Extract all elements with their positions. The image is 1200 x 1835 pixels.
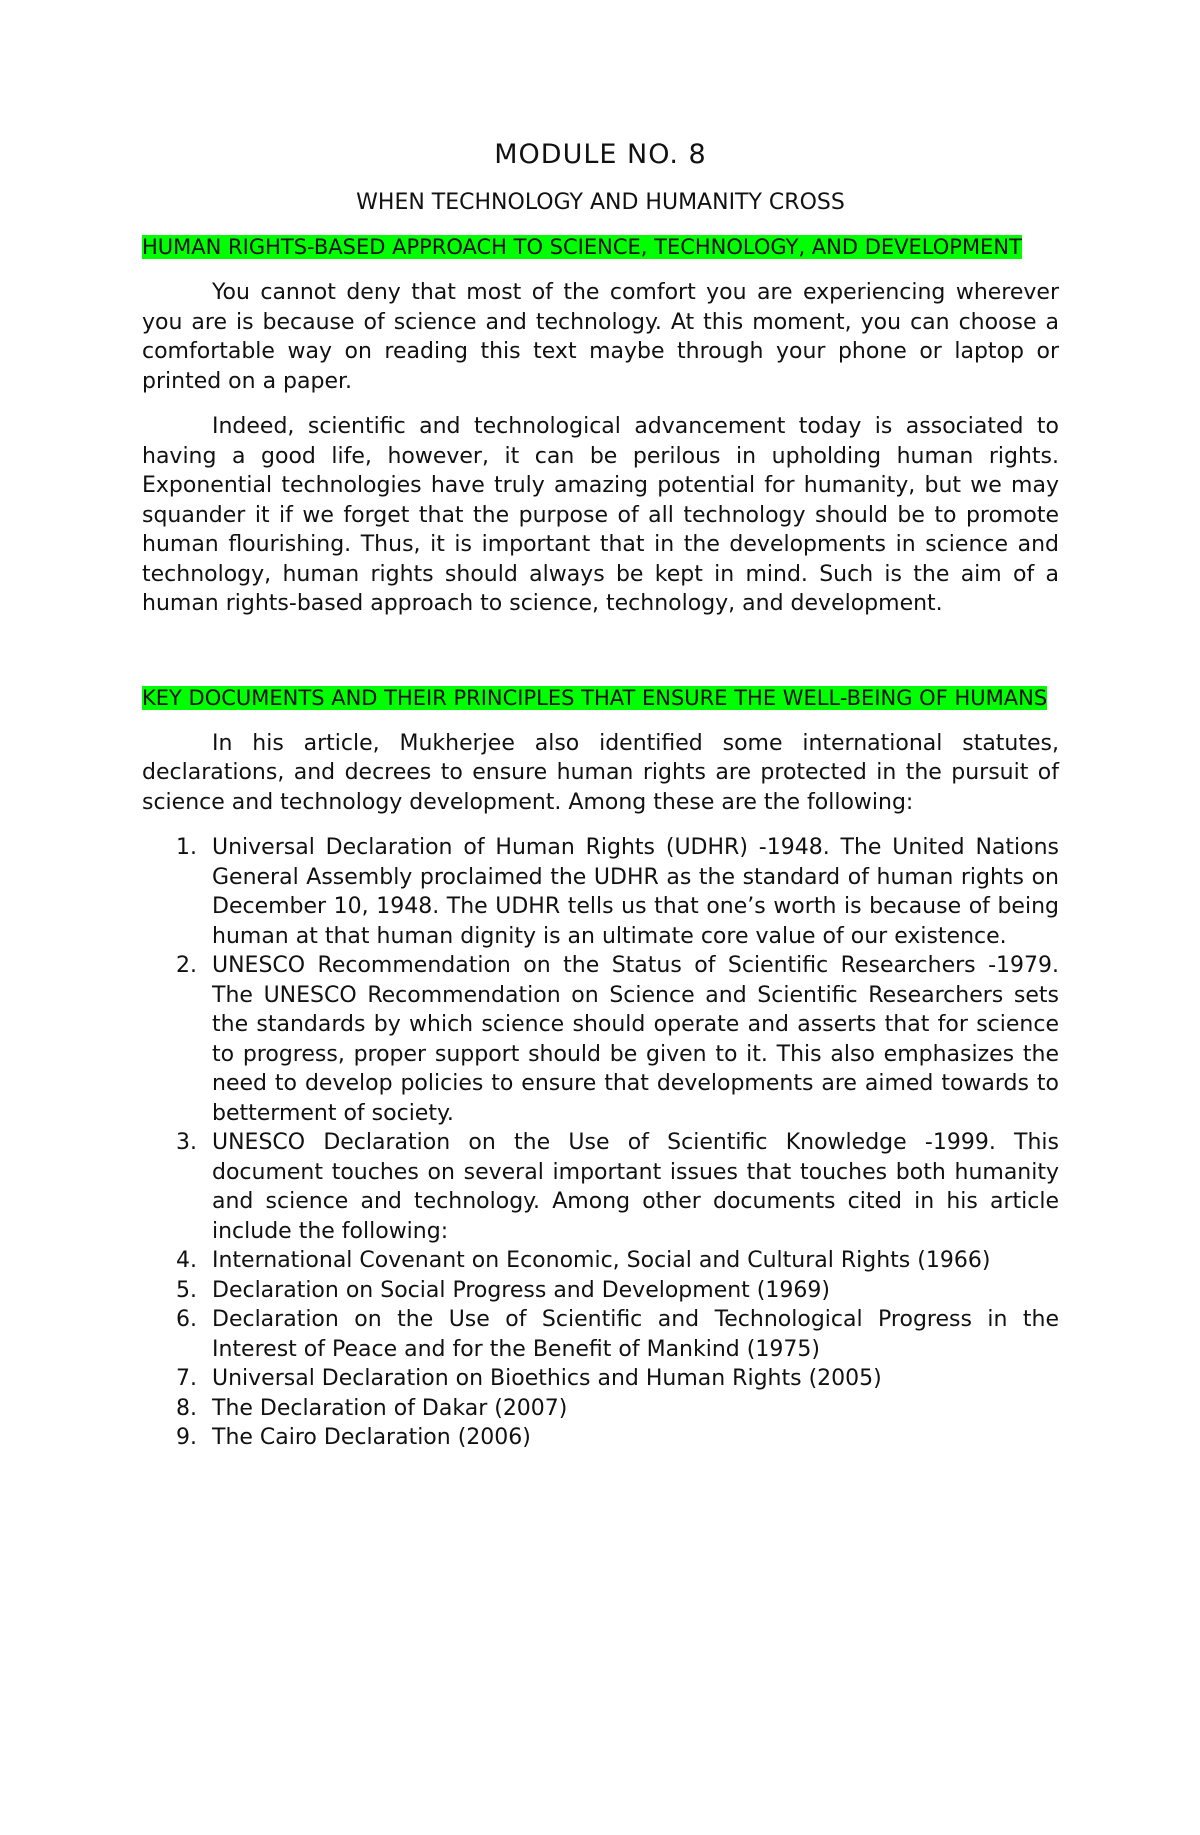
list-item-number: 5. xyxy=(176,1277,197,1303)
list-item-text: Universal Declaration of Human Rights (UDHR) -1948. The United Nations General Assembly proclaimed the UDHR as the standard of human rights on December 10, 1948. The UDHR tells us that one’s worth is because of being human at that human dignity is an ultimate core value of our existence. xyxy=(212,835,1059,949)
list-item xyxy=(142,1364,1059,1394)
list-item-number: 1. xyxy=(176,835,197,860)
list-item-number: 4. xyxy=(176,1248,197,1273)
list-item-number: 6. xyxy=(176,1307,197,1332)
list-item-text: Declaration on Social Progress and Development (1969) xyxy=(212,1277,830,1303)
module-title: MODULE NO. 8 xyxy=(494,139,707,170)
highlighted-heading-text: HUMAN RIGHTS-BASED APPROACH TO SCIENCE, TECHNOLOGY, AND DEVELOPMENT xyxy=(142,235,1022,259)
list-item-text: International Covenant on Economic, Social and Cultural Rights (1966) xyxy=(212,1248,991,1273)
list-item-text: UNESCO Recommendation on the Status of Scientific Researchers -1979. The UNESCO Recommendation on Science and Scientific Researchers sets the standards by which science should operate and asserts that for science to progress, proper support should be given to it. This also emphasizes the need to develop policies to ensure that developments are aimed towards to betterment of society. xyxy=(212,953,1059,1126)
list-item-text: Universal Declaration on Bioethics and Human Rights (2005) xyxy=(212,1366,882,1391)
paragraph-advancement: Indeed, scientific and technological advancement today is associated to having a good life, however, it can be perilous in upholding human rights. Exponential technologies have truly amazing potential for humanity, but we may squander it if we forget that the purpose of all technology should be to promote human flourishing. Thus, it is important that in the developments in science and technology, human rights should always be kept in mind. Such is the aim of a human rights-based approach to science, technology, and development. xyxy=(142,414,1059,616)
list-item xyxy=(142,833,1059,951)
list-item xyxy=(142,1246,1059,1276)
paragraph-intro-comfort: You cannot deny that most of the comfort you are experiencing wherever you are is because of science and technology. At this moment, you can choose a comfortable way on reading this text maybe through your phone or laptop or printed on a paper. xyxy=(142,280,1059,394)
list-item-number: 9. xyxy=(176,1425,197,1450)
list-item xyxy=(142,1423,1059,1453)
list-item-number: 8. xyxy=(176,1395,197,1421)
section-heading-human-rights-approach xyxy=(142,232,1059,262)
list-item xyxy=(142,951,1059,1128)
list-item-text: The Declaration of Dakar (2007) xyxy=(212,1395,568,1421)
list-item xyxy=(142,1394,1059,1424)
list-item-number: 7. xyxy=(176,1366,197,1391)
list-item xyxy=(142,1276,1059,1306)
list-item-number: 3. xyxy=(176,1130,197,1155)
list-item xyxy=(142,1128,1059,1246)
list-item xyxy=(142,1305,1059,1364)
highlighted-heading-text: KEY DOCUMENTS AND THEIR PRINCIPLES THAT ENSURE THE WELL-BEING OF HUMANS xyxy=(142,685,1048,710)
list-item-number: 2. xyxy=(176,953,197,978)
section-spacer xyxy=(142,635,1059,683)
list-item-text: The Cairo Declaration (2006) xyxy=(212,1425,531,1450)
list-item-text: Declaration on the Use of Scientific and Technological Progress in the Interest of Peace and for the Benefit of Mankind (1975) xyxy=(212,1307,1059,1362)
module-subtitle: WHEN TECHNOLOGY AND HUMANITY CROSS xyxy=(356,190,845,215)
section-heading-key-documents xyxy=(142,683,1059,713)
key-documents-list xyxy=(142,833,1059,1453)
paragraph-mukherjee-intro: In his article, Mukherjee also identified some international statutes, declarations, and decrees to ensure human rights are protected in the pursuit of science and technology development. Among these are the following: xyxy=(142,730,1059,815)
list-item-text: UNESCO Declaration on the Use of Scientific Knowledge -1999. This document touches on several important issues that touches both humanity and science and technology. Among other documents cited in his article include the following: xyxy=(212,1130,1059,1244)
